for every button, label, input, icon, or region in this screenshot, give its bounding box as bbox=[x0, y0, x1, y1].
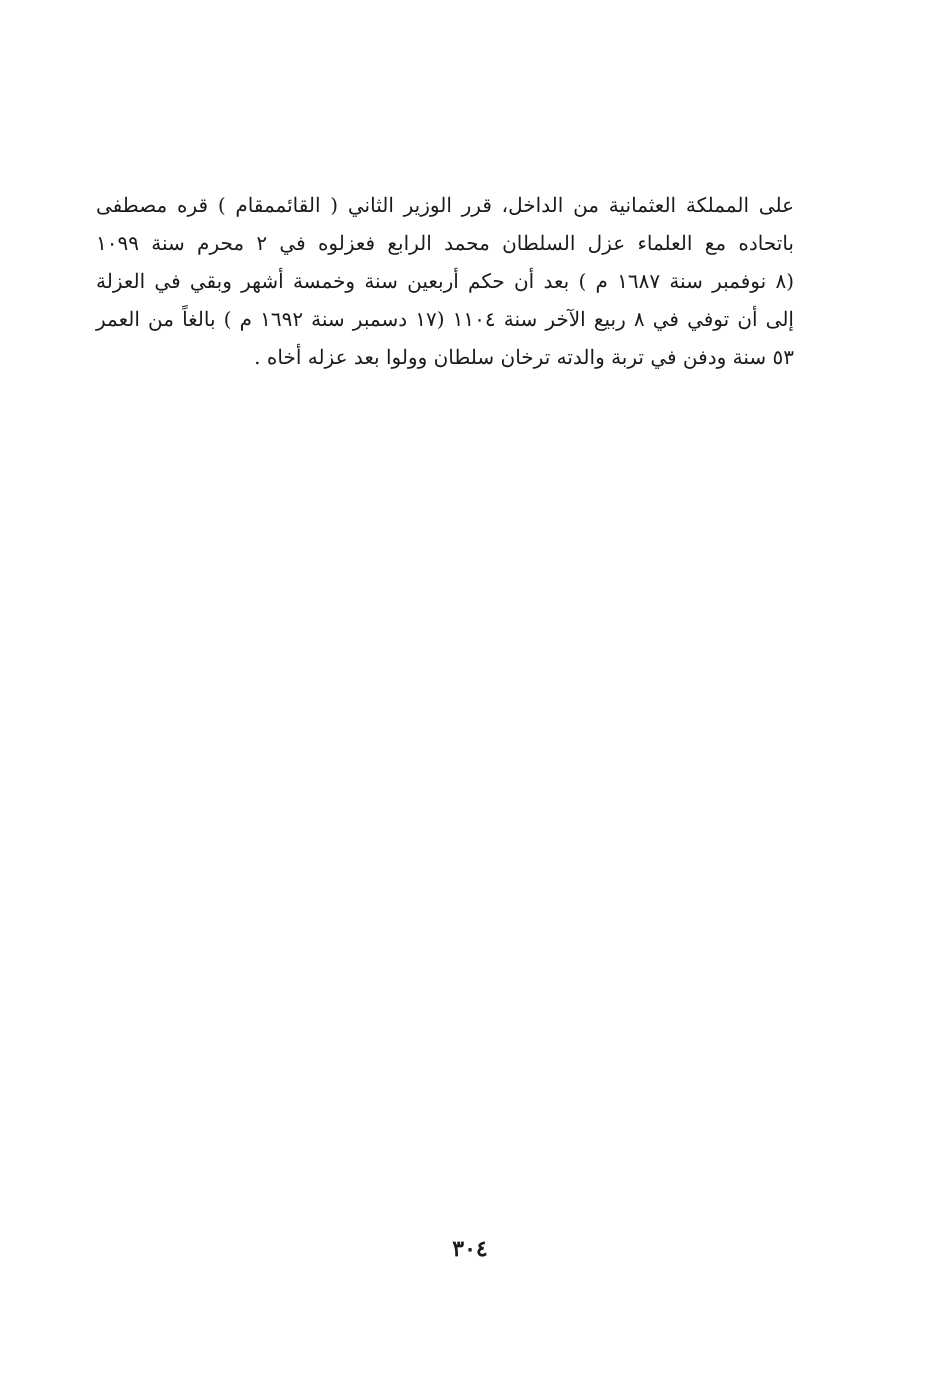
body-paragraph bbox=[96, 186, 794, 376]
paragraph-line: ٥٣ سنة ودفن في تربة والدته ترخان سلطان وولوا بعد عزله أخاه . bbox=[254, 345, 794, 369]
page-number: ٣٠٤ bbox=[452, 1236, 488, 1262]
paragraph-line: إلى أن توفي في ٨ ربيع الآخر سنة ١١٠٤ (١٧ دسمبر سنة ١٦٩٢ م ) بالغاً من العمر bbox=[96, 307, 794, 331]
paragraph-line: باتحاده مع العلماء عزل السلطان محمد الرابع فعزلوه في ٢ محرم سنة ١٠٩٩ bbox=[96, 231, 794, 255]
paragraph-line: (٨ نوفمبر سنة ١٦٨٧ م ) بعد أن حكم أربعين سنة وخمسة أشهر وبقي في العزلة bbox=[96, 269, 794, 293]
paragraph-line: على المملكة العثمانية من الداخل، قرر الوزير الثاني ( القائممقام ) قره مصطفى bbox=[96, 193, 794, 217]
